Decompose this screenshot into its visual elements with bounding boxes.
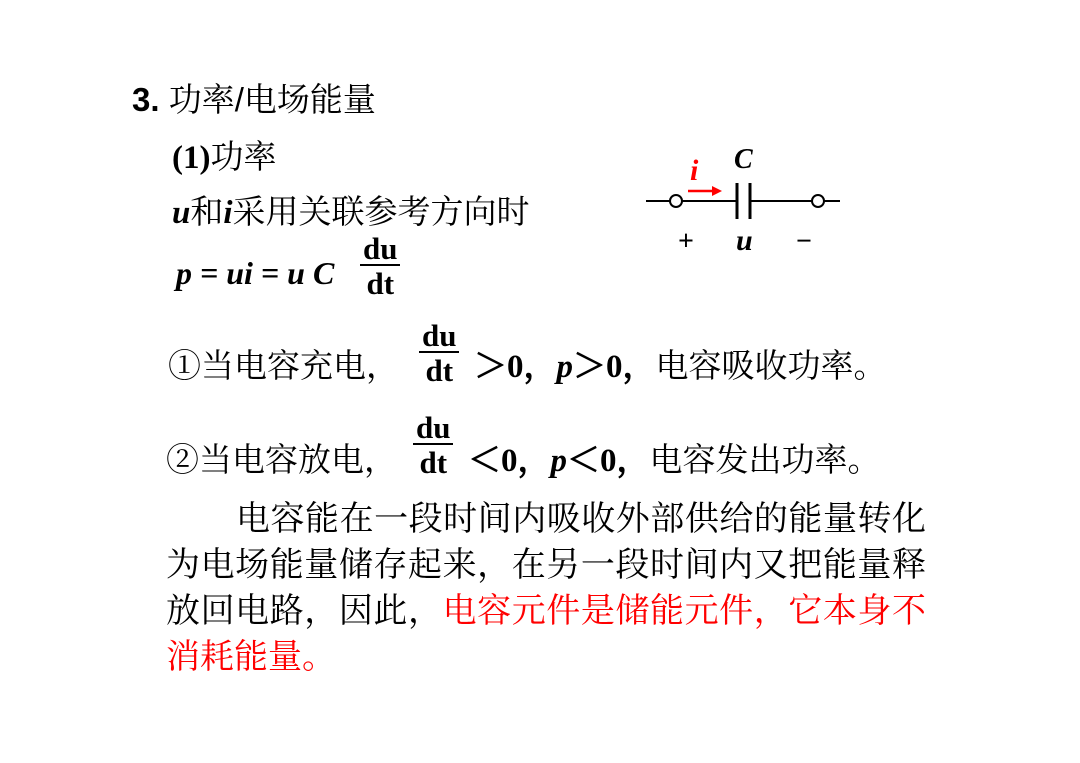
discharging-fraction — [413, 412, 453, 478]
discharging-conditions — [468, 434, 881, 481]
discharging-prefix: ②当电容放电， — [166, 440, 397, 479]
subsection-title: 功率 — [210, 137, 277, 176]
charging-var-p: p — [556, 349, 573, 385]
reference-text: 采用关联参考方向时 — [232, 192, 530, 231]
capacitor-circuit-diagram — [640, 140, 860, 260]
charging-cond-du: ＞0， — [474, 349, 557, 385]
and-text: 和 — [190, 192, 224, 231]
discharging-var-p: p — [550, 443, 567, 479]
power-formula-fraction — [360, 233, 400, 299]
discharging-cond-p: ＜0， — [567, 443, 650, 479]
capacitor-label: C — [734, 144, 753, 175]
section-heading — [132, 74, 376, 121]
paragraph-red-text: 电容元件是储能元件，它本身不消耗能量。 — [166, 591, 927, 677]
current-label: i — [690, 154, 699, 187]
minus-label: − — [796, 226, 812, 257]
charging-fraction — [419, 320, 459, 386]
charging-cond-p: ＞0， — [573, 349, 656, 385]
fraction-numerator: du — [422, 318, 457, 353]
section-title: 功率/电场能量 — [168, 81, 376, 118]
reference-direction-line — [172, 186, 530, 233]
charging-prefix: ①当电容充电， — [168, 346, 399, 385]
section-number: 3. — [132, 81, 160, 118]
fraction-numerator: du — [363, 231, 398, 266]
left-terminal — [670, 195, 682, 207]
paragraph-black-text: 电容能在一段时间内吸收外部供给的能量转化为电场能量储存起来，在另一段时间内又把能量释放回电路，因此， — [166, 499, 926, 631]
discharging-cond-du: ＜0， — [468, 443, 551, 479]
discharging-result: 电容发出功率。 — [649, 440, 881, 479]
voltage-label: u — [736, 224, 753, 257]
var-u: u — [172, 195, 191, 231]
fraction-denominator: dt — [413, 443, 453, 478]
right-terminal — [812, 195, 824, 207]
fraction-numerator: du — [416, 410, 451, 445]
power-formula-lhs: p = ui = u C — [176, 255, 335, 291]
var-i: i — [223, 195, 233, 231]
subsection-heading — [172, 131, 276, 178]
fraction-denominator: dt — [419, 351, 459, 386]
charging-result: 电容吸收功率。 — [655, 346, 887, 385]
explanation-paragraph — [166, 496, 926, 680]
charging-conditions — [474, 340, 887, 387]
subsection-number: (1) — [172, 140, 211, 176]
plus-label: + — [678, 226, 694, 257]
current-arrow-head — [712, 186, 722, 196]
fraction-denominator: dt — [360, 264, 400, 299]
